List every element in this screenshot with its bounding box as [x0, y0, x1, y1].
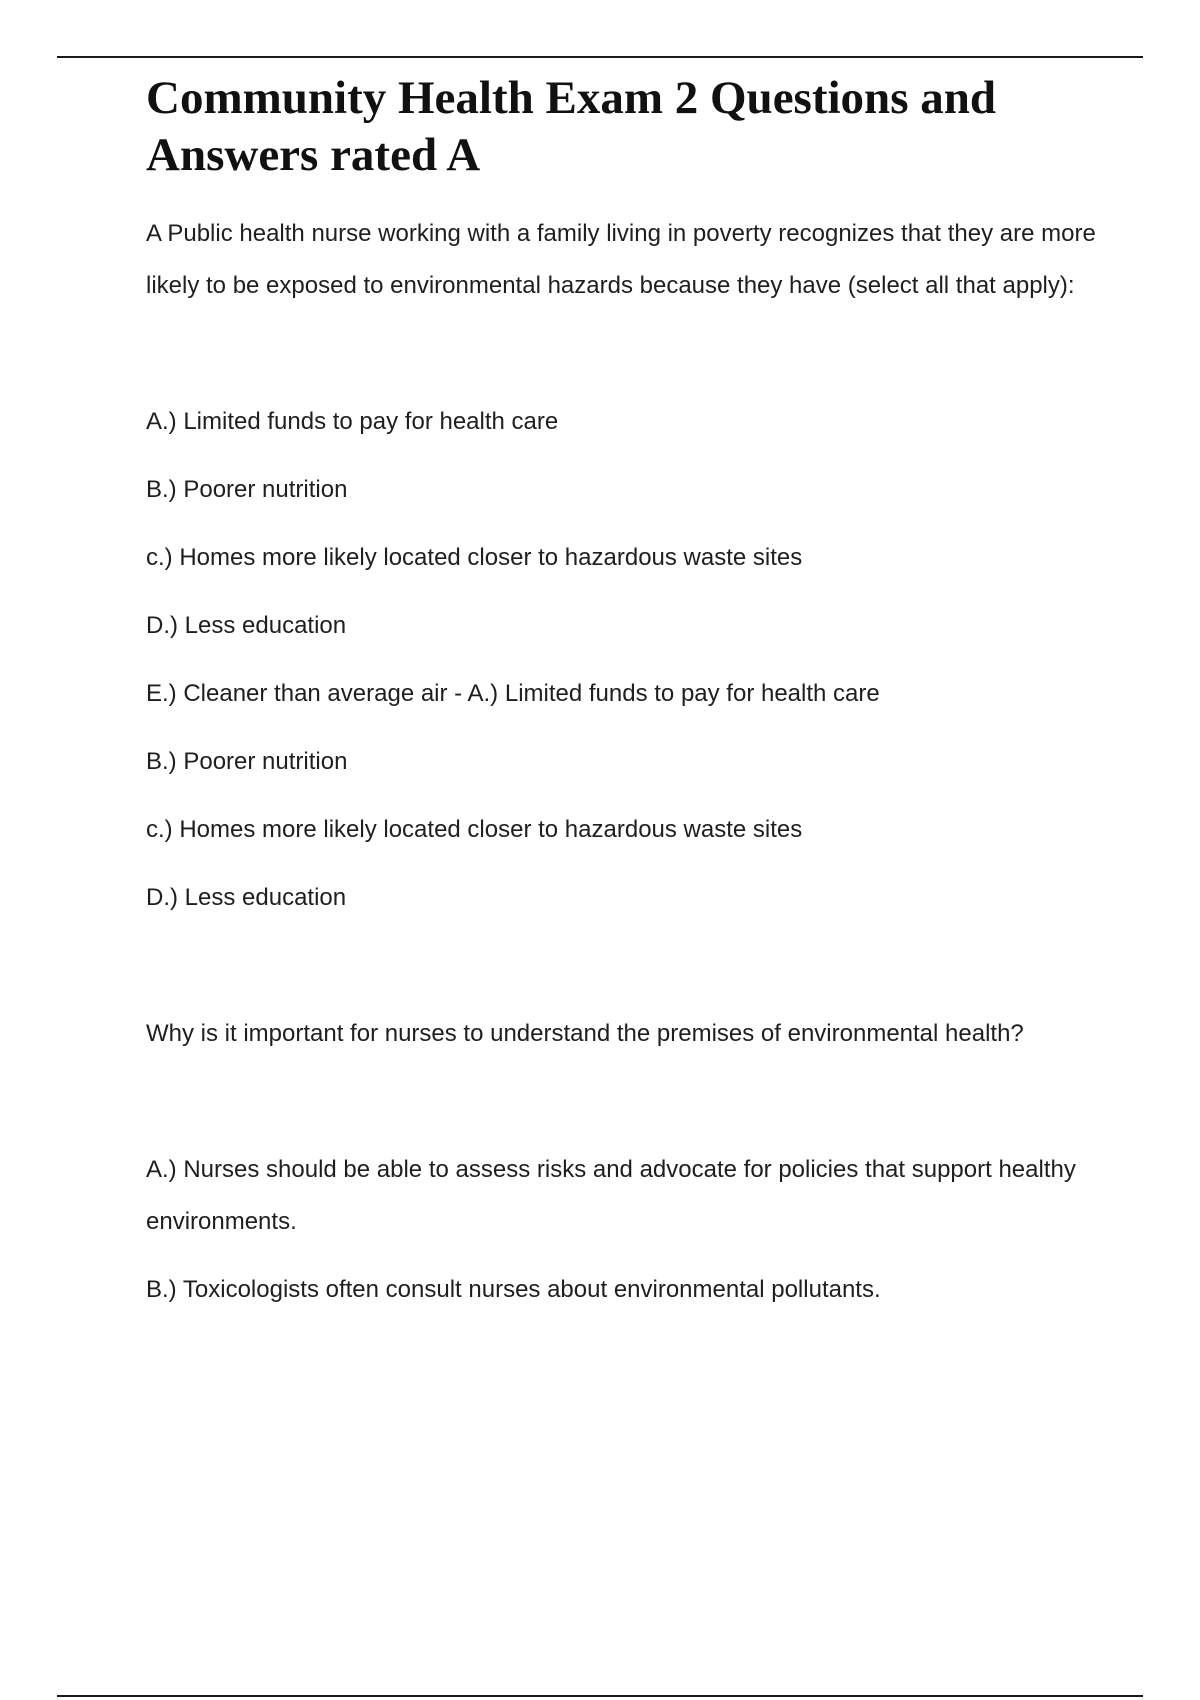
question-2-options [146, 1144, 1096, 1316]
q1-option: D.) Less education [146, 884, 347, 911]
q1-option: B.) Poorer nutrition [146, 476, 348, 503]
q2-option: B.) Toxicologists often consult nurses about environmental pollutants. [146, 1276, 881, 1303]
document-title: Community Health Exam 2 Questions and Answers rated A [146, 72, 997, 181]
q1-option: c.) Homes more likely located closer to hazardous waste sites [146, 816, 803, 843]
top-rule [57, 56, 1143, 58]
q1-option: B.) Poorer nutrition [146, 748, 348, 775]
document-body [146, 70, 1096, 1316]
q1-option: E.) Cleaner than average air - A.) Limited funds to pay for health care [146, 680, 880, 707]
question-2-text: Why is it important for nurses to understand the premises of environmental health? [146, 1020, 1024, 1047]
bottom-rule [57, 1695, 1143, 1697]
question-1-options [146, 396, 1096, 924]
q1-option: c.) Homes more likely located closer to hazardous waste sites [146, 544, 803, 571]
q2-option: A.) Nurses should be able to assess risks and advocate for policies that support healthy environments. [146, 1156, 1076, 1235]
question-1-text: A Public health nurse working with a family living in poverty recognizes that they are more likely to be exposed to environmental hazards because they have (select all that apply): [146, 220, 1096, 299]
q1-option: D.) Less education [146, 612, 347, 639]
q1-option: A.) Limited funds to pay for health care [146, 408, 559, 435]
